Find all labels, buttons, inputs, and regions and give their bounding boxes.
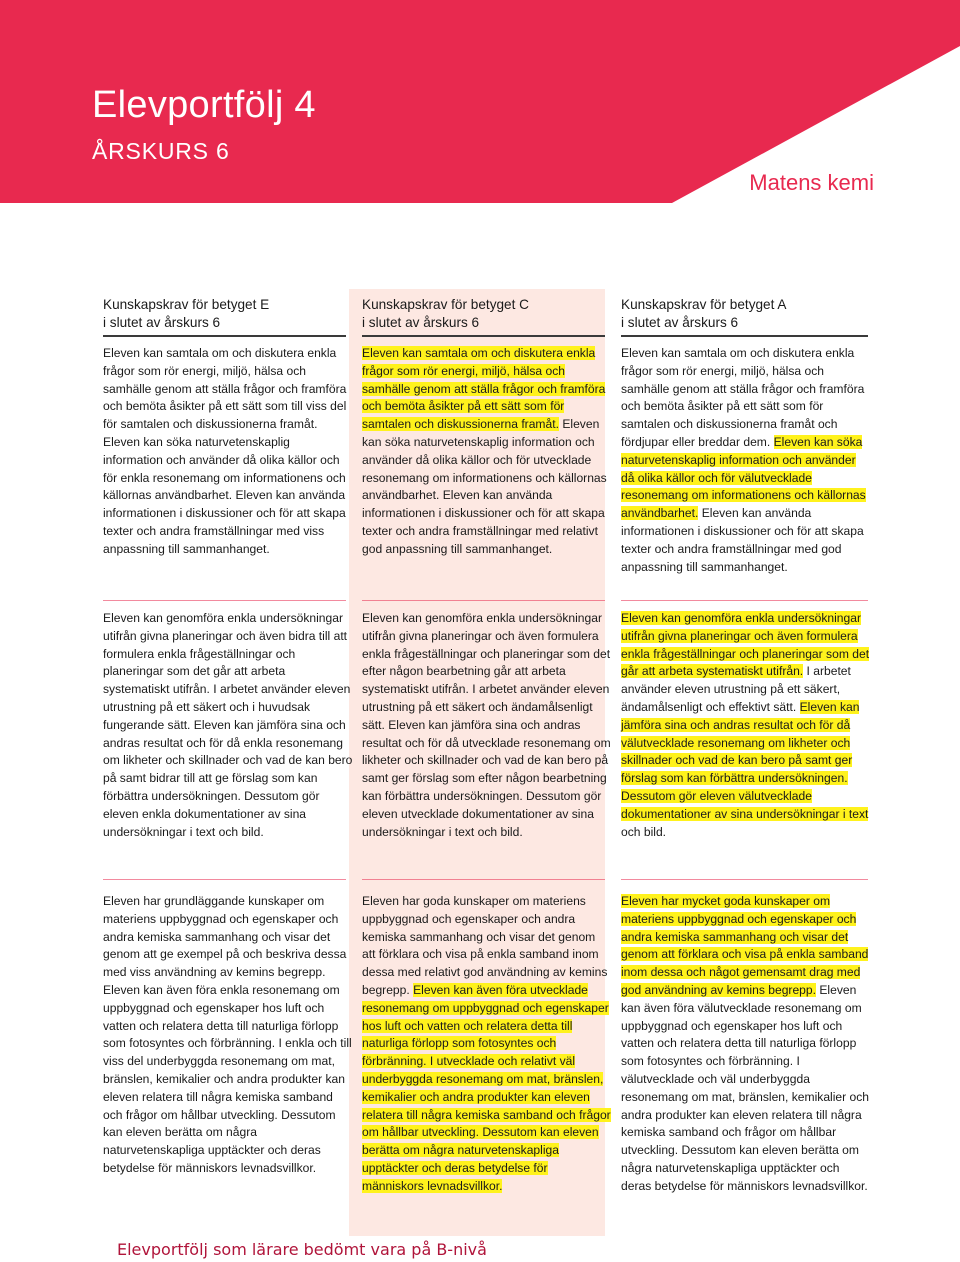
highlighted-text: Eleven kan jämföra sina och andras resultat och för då välutvecklade resonemang om likheter och skillnader och vad de kan bero på samt ger förslag som kan förbättra undersökningen. Dessutom gör eleven välutvecklade dokumentationer av sina undersökningar i text	[621, 699, 869, 821]
criteria-cell-e-1	[103, 345, 353, 559]
criteria-text: Eleven kan genomföra enkla undersökningar utifrån givna planeringar och även formulera enkla frågeställningar och planeringar som det efter någon bearbetning går att arbeta systematiskt utifrån. I arbetet använder eleven utrustning på ett säkert och ändamålsenligt sätt. Eleven kan jämföra sina och andras resultat och för då utvecklade resonemang om likheter och skillnader och vad de kan bero på samt ger förslag som efter någon bearbetning kan förbättra undersökningen. Dessutom gör eleven utvecklade dokumentationer av sina undersökningar i text och bild.	[362, 611, 611, 839]
highlighted-text: Eleven kan även föra utvecklade resonemang om uppbyggnad och egenskaper hos luft och vatten och relatera detta till naturliga förlopp som fotosyntes och förbränning. I utvecklade och relativt väl underbyggda resonemang om mat, bränslen, kemikalier och andra produkter kan eleven relatera till några kemiska samband och frågor om hållbar utveckling. Dessutom kan eleven berätta om några naturvetenskapliga upptäckter och deras betydelse för människors levnadsvillkor.	[362, 982, 611, 1193]
row-separator	[621, 600, 868, 601]
row-separator	[362, 879, 605, 880]
criteria-cell-c-1	[362, 345, 612, 559]
row-separator	[362, 600, 605, 601]
criteria-text: I arbetet använder eleven utrustning på ett säkert, ändamålsenligt och effektivt sätt.	[621, 664, 851, 714]
criteria-text: Eleven kan samtala om och diskutera enkla frågor som rör energi, miljö, hälsa och samhälle genom att ställa frågor och framföra och bemöta åsikter på ett sätt som för samtalen och diskussionerna framåt och fördjupar eller breddar dem.	[621, 346, 865, 449]
criteria-text: Eleven kan samtala om och diskutera enkla frågor som rör energi, miljö, hälsa och samhälle genom att ställa frågor och framföra och bemöta åsikter på ett sätt som till viss del för samtalen och diskussionerna framåt. Eleven kan söka naturvetenskaplig information och använder då olika källor och för enkla resonemang om informationens och källornas användbarhet. Eleven kan använda informationen i diskussioner och för att skapa texter och andra framställningar med viss anpassning till sammanhanget.	[103, 346, 347, 556]
criteria-cell-e-2	[103, 610, 353, 841]
criteria-cell-a-1	[621, 345, 871, 576]
criteria-cell-c-2	[362, 610, 612, 841]
criteria-cell-a-3	[621, 893, 871, 1196]
highlighted-text: Eleven kan söka naturvetenskaplig information och använder då olika källor och för välutvecklade resonemang om informationens och källornas användbarhet.	[621, 434, 866, 521]
grade-c-heading-line1: Kunskapskrav för betyget C	[362, 297, 529, 312]
page-title: Elevportfölj 4	[92, 84, 316, 126]
criteria-text: Eleven har grundläggande kunskaper om materiens uppbyggnad och egenskaper och andra kemiska sammanhang och visar det genom att ge exempel på och beskriva dessa med viss användning av kemins begrepp. Eleven kan även föra enkla resonemang om uppbyggnad och egenskaper hos luft och vatten och relatera detta till naturliga förlopp som fotosyntes och förbränning. I enkla och till viss del underbyggda resonemang om mat, bränslen, kemikalier och andra produkter kan eleven relatera till några kemiska samband och frågor om hållbar utveckling. Dessutom kan eleven berätta om några naturvetenskapliga upptäckter och deras betydelse för människors levnadsvillkor.	[103, 894, 352, 1175]
footer-note: Elevportfölj som lärare bedömt vara på B-nivå	[117, 1240, 487, 1259]
row-separator	[103, 600, 346, 601]
grade-e-heading-line2: i slutet av årskurs 6	[103, 315, 221, 330]
criteria-cell-e-3	[103, 893, 353, 1178]
highlighted-text: Eleven kan genomföra enkla undersökningar utifrån givna planeringar och även formulera enkla frågeställningar och planeringar som det går att arbeta systematiskt utifrån.	[621, 611, 870, 679]
highlighted-text: Eleven kan samtala om och diskutera enkla frågor som rör energi, miljö, hälsa och samhälle genom att ställa frågor och framföra och bemöta åsikter på ett sätt som för samtalen och diskussionerna framåt.	[362, 346, 606, 432]
grade-a-heading-line2: i slutet av årskurs 6	[621, 315, 739, 330]
criteria-cell-c-3	[362, 893, 612, 1196]
grade-c-heading	[362, 296, 614, 336]
highlighted-text: Eleven har mycket goda kunskaper om materiens uppbyggnad och egenskaper och andra kemiska sammanhang och visar det genom att förklara och visa på enkla samband inom dessa och något gemensamt drag med god användning av kemins begrepp.	[621, 894, 869, 997]
criteria-text: Eleven kan söka naturvetenskaplig information och använder då olika källor och för utvecklade resonemang om informationens och källornas användbarhet. Eleven kan använda informationen i diskussioner och för att skapa texter och andra framställningar med relativt god anpassning till sammanhanget.	[362, 417, 607, 556]
criteria-text: Eleven kan använda informationen i diskussioner och för att skapa texter och andra framställningar med god anpassning till sammanhanget.	[621, 506, 864, 574]
criteria-cell-a-2	[621, 610, 871, 841]
criteria-text: Eleven kan även föra välutvecklade resonemang om uppbyggnad och egenskaper hos luft och vatten och relatera detta till naturliga förlopp som fotosyntes och förbränning. I välutvecklade och väl underbyggda resonemang om mat, bränslen, kemikalier och andra produkter kan eleven relatera till några kemiska samband och frågor om hållbar utveckling. Dessutom kan eleven berätta om några naturvetenskapliga upptäckter och deras betydelse för människors levnadsvillkor.	[621, 982, 870, 1193]
heading-rule	[621, 335, 868, 337]
grade-a-heading	[621, 296, 873, 336]
page-subtitle: ÅRSKURS 6	[92, 138, 230, 164]
grade-c-heading-line2: i slutet av årskurs 6	[362, 315, 480, 330]
heading-rule	[103, 335, 346, 337]
row-separator	[621, 879, 868, 880]
heading-rule	[362, 335, 605, 337]
grade-e-heading	[103, 296, 355, 336]
criteria-text: Eleven har goda kunskaper om materiens uppbyggnad och egenskaper och andra kemiska sammanhang och visar det genom att förklara och visa på enkla samband inom dessa med relativt god användning av kemins begrepp.	[362, 894, 608, 997]
criteria-text: Eleven kan genomföra enkla undersökningar utifrån givna planeringar och även bidra till att formulera enkla frågeställningar och planeringar som det går att arbeta systematiskt utifrån. I arbetet använder eleven utrustning på ett säkert och i huvudsak fungerande sätt. Eleven kan jämföra sina och andras resultat och för då enkla resonemang om likheter och skillnader och vad de kan bero på samt bidrar till att ge förslag som kan förbättra undersökningen. Dessutom gör eleven enkla dokumentationer av sina undersökningar i text och bild.	[103, 611, 353, 839]
criteria-text: och bild.	[621, 824, 667, 839]
grade-e-heading-line1: Kunskapskrav för betyget E	[103, 297, 270, 312]
grade-a-heading-line1: Kunskapskrav för betyget A	[621, 297, 787, 312]
row-separator	[103, 879, 346, 880]
topic-label: Matens kemi	[749, 170, 874, 195]
